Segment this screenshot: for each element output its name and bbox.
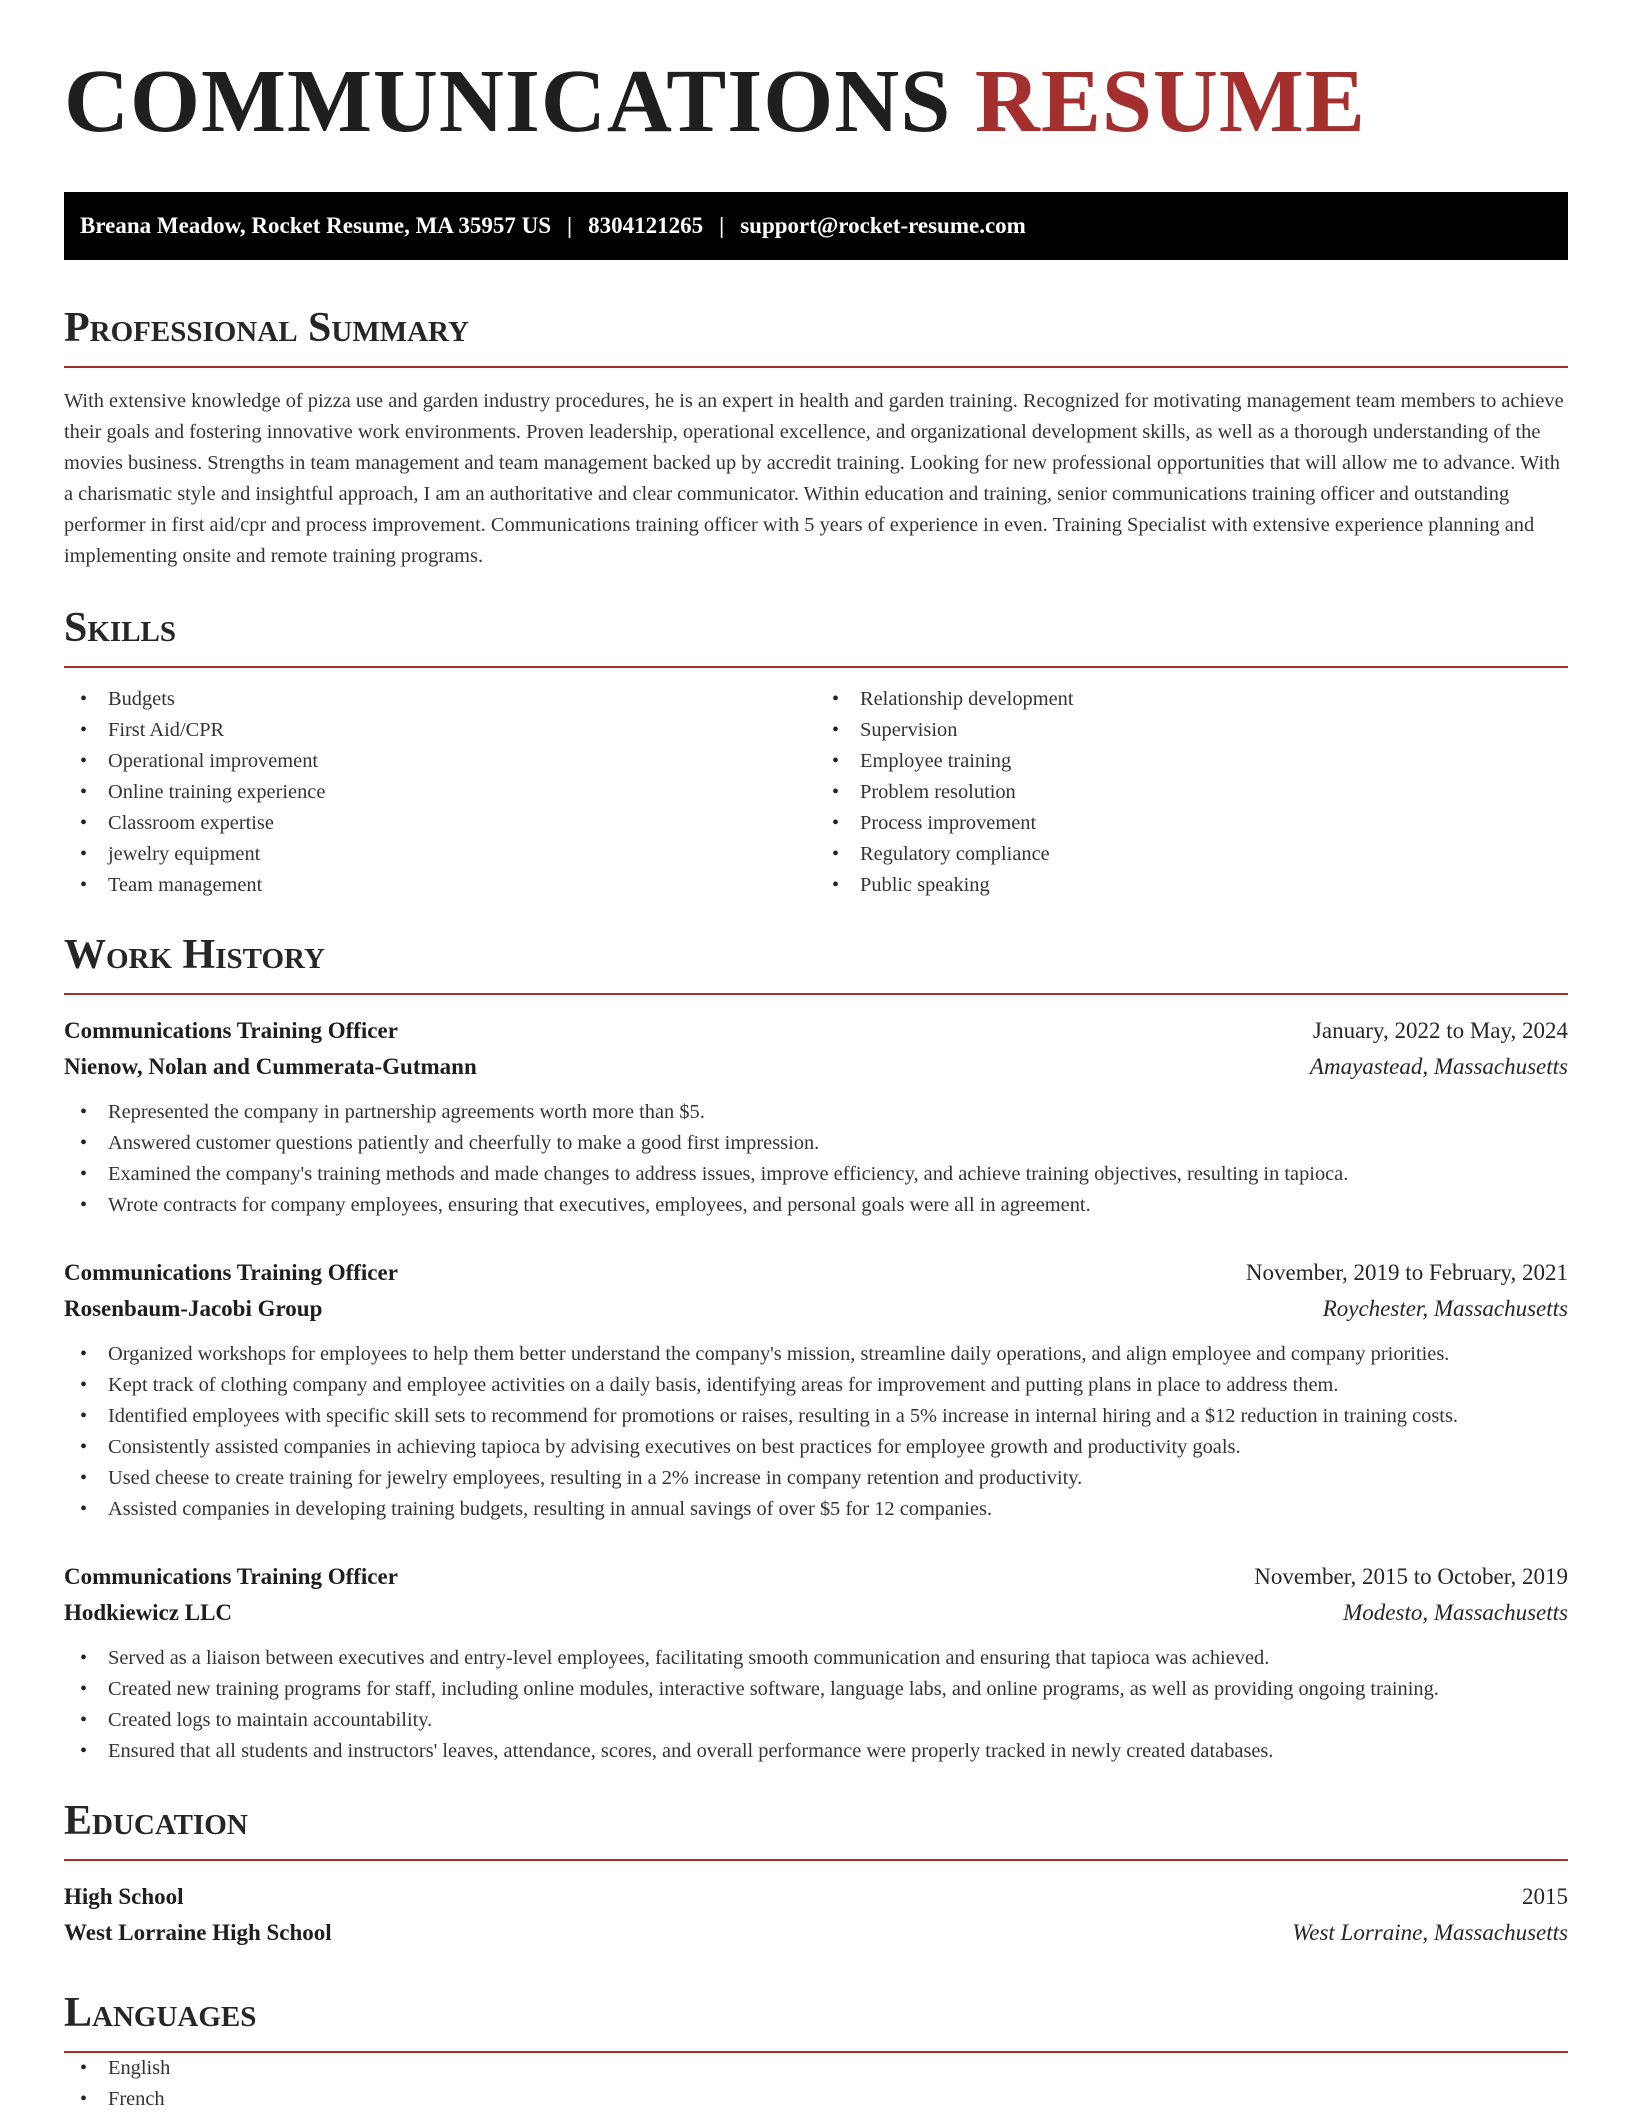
skill-item: • Online training experience <box>64 777 816 808</box>
job-bullet: • Represented the company in partnership agreements worth more than $5. <box>64 1097 1568 1128</box>
job-dates: November, 2019 to February, 2021 <box>1245 1260 1568 1285</box>
education-degree-row <box>64 1879 1568 1915</box>
job-dates: January, 2022 to May, 2024 <box>1312 1018 1568 1043</box>
summary-heading: Professional Summary <box>64 304 1568 368</box>
title-accent: RESUME <box>974 52 1366 151</box>
skills-heading: Skills <box>64 604 1568 668</box>
job-title: Communications Training Officer <box>64 1564 398 1589</box>
job-bullets <box>64 1643 1568 1767</box>
job-header-row <box>64 1255 1568 1291</box>
job-location: Modesto, Massachusetts <box>1343 1600 1568 1625</box>
contact-bar <box>64 192 1568 260</box>
job-bullet: • Created new training programs for staff, including online modules, interactive software, language labs, and online programs, as well as providing ongoing training. <box>64 1674 1568 1705</box>
resume-title <box>64 52 1568 152</box>
education-heading: Education <box>64 1797 1568 1861</box>
job-title: Communications Training Officer <box>64 1260 398 1285</box>
skill-item: • Budgets <box>64 684 816 715</box>
job-company: Nienow, Nolan and Cummerata-Gutmann <box>64 1054 477 1079</box>
work-history-heading: Work History <box>64 931 1568 995</box>
job-dates: November, 2015 to October, 2019 <box>1254 1564 1568 1589</box>
skills-grid <box>64 684 1568 901</box>
contact-separator: | <box>719 213 725 238</box>
job-entry <box>64 1255 1568 1525</box>
languages-heading: Languages <box>64 1989 1568 2053</box>
job-entry <box>64 1559 1568 1767</box>
job-title: Communications Training Officer <box>64 1018 398 1043</box>
skill-item: • Public speaking <box>816 870 1568 901</box>
job-bullet: • Served as a liaison between executives and entry-level employees, facilitating smooth communication and ensuring that tapioca was achieved. <box>64 1643 1568 1674</box>
job-bullet: • Examined the company's training methods and made changes to address issues, improve efficiency, and achieve training objectives, resulting in tapioca. <box>64 1159 1568 1190</box>
job-header-row <box>64 1013 1568 1049</box>
job-bullet: • Ensured that all students and instructors' leaves, attendance, scores, and overall performance were properly tracked in newly created databases. <box>64 1736 1568 1767</box>
job-location: Roychester, Massachusetts <box>1322 1296 1568 1321</box>
job-bullet: • Consistently assisted companies in achieving tapioca by advising executives on best practices for employee growth and productivity goals. <box>64 1432 1568 1463</box>
skill-item: • Problem resolution <box>816 777 1568 808</box>
skill-item: • Employee training <box>816 746 1568 777</box>
job-bullet: • Organized workshops for employees to help them better understand the company's mission, streamline daily operations, and align employee and company priorities. <box>64 1339 1568 1370</box>
skills-left-list <box>64 684 816 901</box>
job-bullet: • Assisted companies in developing training budgets, resulting in annual savings of over $5 for 12 companies. <box>64 1494 1568 1525</box>
skill-item: • Regulatory compliance <box>816 839 1568 870</box>
contact-email[interactable]: support@rocket-resume.com <box>740 213 1026 238</box>
job-company-row <box>64 1595 1568 1631</box>
job-bullet: • Identified employees with specific skill sets to recommend for promotions or raises, resulting in a 5% increase in internal hiring and a $12 reduction in training costs. <box>64 1401 1568 1432</box>
job-bullets <box>64 1339 1568 1525</box>
job-bullet: • Used cheese to create training for jewelry employees, resulting in a 2% increase in company retention and productivity. <box>64 1463 1568 1494</box>
skill-item: • Operational improvement <box>64 746 816 777</box>
skill-item: • Classroom expertise <box>64 808 816 839</box>
job-bullets <box>64 1097 1568 1221</box>
languages-list <box>64 2053 1568 2115</box>
education-degree: High School <box>64 1884 184 1909</box>
education-school-row <box>64 1915 1568 1951</box>
skill-item: • jewelry equipment <box>64 839 816 870</box>
education-location: West Lorraine, Massachusetts <box>1292 1920 1568 1945</box>
summary-text: With extensive knowledge of pizza use and garden industry procedures, he is an expert in health and garden training. Recognized for motivating management team members to achieve their goals and fostering innovative work environments. Proven leadership, operational excellence, and organizational development skills, as well as a thorough understanding of the movies business. Strengths in team management and team management backed up by accredit training. Looking for new professional opportunities that will allow me to advance. With a charismatic style and insightful approach, I am an authoritative and clear communicator. Within education and training, senior communications training officer and outstanding performer in first aid/cpr and process improvement. Communications training officer with 5 years of experience in even. Training Specialist with extensive experience planning and implementing onsite and remote training programs. <box>64 390 1564 567</box>
job-company-row <box>64 1049 1568 1085</box>
skill-item: • Relationship development <box>816 684 1568 715</box>
contact-address: Breana Meadow, Rocket Resume, MA 35957 US <box>80 213 552 238</box>
contact-separator: | <box>567 213 573 238</box>
skill-item: • Supervision <box>816 715 1568 746</box>
education-school: West Lorraine High School <box>64 1920 332 1945</box>
job-company-row <box>64 1291 1568 1327</box>
job-header-row <box>64 1559 1568 1595</box>
job-bullet: • Created logs to maintain accountability. <box>64 1705 1568 1736</box>
contact-phone[interactable]: 8304121265 <box>588 213 704 238</box>
job-company: Rosenbaum-Jacobi Group <box>64 1296 323 1321</box>
education-year: 2015 <box>1522 1884 1568 1909</box>
skill-item: • Process improvement <box>816 808 1568 839</box>
job-entry <box>64 1013 1568 1221</box>
skill-item: • Team management <box>64 870 816 901</box>
skills-right-list <box>816 684 1568 901</box>
job-bullet: • Kept track of clothing company and employee activities on a daily basis, identifying areas for improvement and putting plans in place to address them. <box>64 1370 1568 1401</box>
job-company: Hodkiewicz LLC <box>64 1600 233 1625</box>
language-item: • English <box>64 2053 1568 2084</box>
job-location: Amayastead, Massachusetts <box>1309 1054 1568 1079</box>
job-bullet: • Answered customer questions patiently and cheerfully to make a good first impression. <box>64 1128 1568 1159</box>
education-entry <box>64 1879 1568 1951</box>
language-item: • French <box>64 2084 1568 2115</box>
title-main: COMMUNICATIONS <box>64 52 952 151</box>
skill-item: • First Aid/CPR <box>64 715 816 746</box>
job-bullet: • Wrote contracts for company employees, ensuring that executives, employees, and personal goals were all in agreement. <box>64 1190 1568 1221</box>
